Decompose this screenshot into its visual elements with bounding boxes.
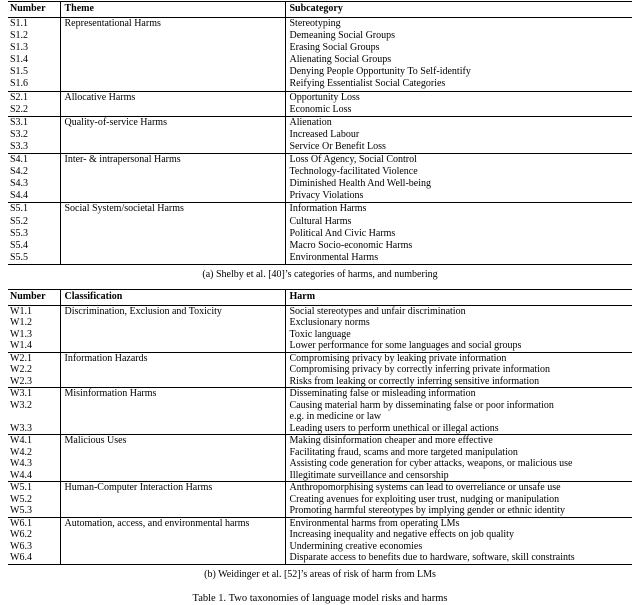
group-label-cell: Inter- & intrapersonal Harms — [60, 154, 285, 203]
number-cell: S1.6 — [10, 78, 29, 90]
detail-cell: Privacy Violations — [285, 190, 632, 203]
detail-cell: Lower performance for some languages and social groups — [285, 340, 632, 352]
column-header-number: Number — [8, 289, 60, 305]
number-cell: W6.4 — [10, 552, 32, 564]
detail-cell: Demeaning Social Groups — [285, 30, 632, 42]
number-cell: W4.3 — [10, 458, 32, 470]
number-cell: W3.3 — [10, 422, 32, 434]
detail-cell: Anthropomorphising systems can lead to overreliance or unsafe use — [285, 482, 632, 494]
detail-cell: Promoting harmful stereotypes by implying gender or ethnic identity — [285, 505, 632, 517]
table-b-header — [8, 289, 632, 305]
detail-cell: Macro Socio-economic Harms — [285, 240, 632, 252]
detail-cell: Stereotyping — [285, 18, 632, 31]
number-cell: S3.3 — [10, 140, 29, 152]
detail-cell: Opportunity Loss — [285, 91, 632, 104]
detail-cell: Cultural Harms — [285, 216, 632, 228]
detail-cell: Technology-facilitated Violence — [285, 166, 632, 178]
number-cell: S4.1 — [8, 154, 60, 167]
detail-cell: Alienation — [285, 116, 632, 129]
table-row — [8, 352, 632, 364]
shelby-harms-table — [8, 1, 632, 265]
number-cell: W1.4 — [10, 340, 32, 352]
table-row — [8, 18, 632, 31]
detail-cell: Denying People Opportunity To Self-identify — [285, 66, 632, 78]
table-row — [8, 517, 632, 529]
detail-cell: Service Or Benefit Loss — [285, 141, 632, 154]
number-cell: W6.2 — [10, 529, 32, 541]
number-cell: W3.2 — [10, 399, 32, 411]
detail-cell: Social stereotypes and unfair discrimination — [285, 305, 632, 317]
table-a-header — [8, 2, 632, 18]
detail-cell: Alienating Social Groups — [285, 54, 632, 66]
number-cell: W2.2 — [10, 364, 32, 376]
number-cell: S4.2 — [10, 166, 29, 178]
detail-cell: Assisting code generation for cyber attacks, weapons, or malicious use — [285, 458, 632, 470]
detail-cell: Compromising privacy by correctly inferring private information — [285, 364, 632, 376]
detail-cell: Information Harms — [285, 203, 632, 216]
group-label-cell: Human-Computer Interaction Harms — [60, 482, 285, 518]
detail-cell: Loss Of Agency, Social Control — [285, 154, 632, 167]
detail-cell: Diminished Health And Well-being — [285, 178, 632, 190]
table-1-caption: Table 1. Two taxonomies of language model risks and harms — [192, 592, 448, 604]
number-cell: W5.1 — [8, 482, 60, 494]
weidinger-risks-table — [8, 289, 632, 565]
number-cell: S1.1 — [8, 18, 60, 31]
detail-cell: Economic Loss — [285, 104, 632, 117]
detail-cell: Causing material harm by disseminating false or poor information — [285, 400, 632, 412]
number-cell: S4.3 — [10, 178, 29, 190]
number-cell: S3.1 — [8, 116, 60, 129]
detail-cell: Undermining creative economies — [285, 541, 632, 553]
number-cell: W4.4 — [10, 469, 32, 481]
number-cell: W6.3 — [10, 540, 32, 552]
number-cell: S1.5 — [10, 66, 29, 78]
table-row — [8, 482, 632, 494]
table-row — [8, 91, 632, 104]
detail-cell: Disseminating false or misleading information — [285, 388, 632, 400]
detail-cell: Disparate access to benefits due to hardware, software, skill constraints — [285, 552, 632, 564]
number-cell: S1.4 — [10, 54, 29, 66]
group-label-cell: Information Hazards — [60, 352, 285, 388]
header-row — [8, 289, 632, 305]
group-label-cell: Allocative Harms — [60, 91, 285, 116]
column-header-classification: Classification — [60, 289, 285, 305]
group-label-cell: Automation, access, and environmental harms — [60, 517, 285, 564]
detail-cell: Exclusionary norms — [285, 317, 632, 329]
number-cell — [8, 411, 60, 423]
detail-cell: Environmental harms from operating LMs — [285, 517, 632, 529]
table-a-caption: (a) Shelby et al. [40]’s categories of harms, and numbering — [202, 268, 438, 280]
column-header-theme: Theme — [60, 2, 285, 18]
detail-cell: Erasing Social Groups — [285, 42, 632, 54]
group-label-cell: Misinformation Harms — [60, 388, 285, 435]
table-row — [8, 116, 632, 129]
number-cell: S5.2 — [10, 215, 29, 227]
number-cell: W5.2 — [10, 493, 32, 505]
column-header-subcategory: Subcategory — [285, 2, 632, 18]
number-cell: W6.1 — [8, 517, 60, 529]
detail-cell: Illegitimate surveillance and censorship — [285, 470, 632, 482]
group-label-cell: Quality-of-service Harms — [60, 116, 285, 153]
detail-cell: Facilitating fraud, scams and more targeted manipulation — [285, 447, 632, 459]
detail-cell: Compromising privacy by leaking private information — [285, 352, 632, 364]
table-b-body — [8, 305, 632, 564]
number-cell: W2.1 — [8, 352, 60, 364]
table-row — [8, 203, 632, 216]
number-cell: W1.1 — [8, 305, 60, 317]
number-cell: S4.4 — [10, 190, 29, 202]
header-row — [8, 2, 632, 18]
detail-cell: Leading users to perform unethical or illegal actions — [285, 423, 632, 435]
group-label-cell: Representational Harms — [60, 18, 285, 92]
detail-cell: Environmental Harms — [285, 252, 632, 265]
table-a-body — [8, 18, 632, 265]
table-row — [8, 435, 632, 447]
number-cell: S2.2 — [10, 103, 29, 115]
number-cell: S1.3 — [10, 42, 29, 54]
detail-cell: Making disinformation cheaper and more effective — [285, 435, 632, 447]
detail-cell: e.g. in medicine or law — [285, 411, 632, 423]
detail-cell: Creating avenues for exploiting user trust, nudging or manipulation — [285, 494, 632, 506]
number-cell: W5.3 — [10, 505, 32, 517]
column-header-harm: Harm — [285, 289, 632, 305]
number-cell: W1.3 — [10, 328, 32, 340]
number-cell: W4.1 — [8, 435, 60, 447]
detail-cell: Toxic language — [285, 329, 632, 341]
group-label-cell: Social System/societal Harms — [60, 203, 285, 264]
table-b-caption: (b) Weidinger et al. [52]’s areas of risk of harm from LMs — [204, 568, 436, 580]
number-cell: S5.1 — [8, 203, 60, 216]
detail-cell: Increasing inequality and negative effects on job quality — [285, 529, 632, 541]
table-row — [8, 388, 632, 400]
number-cell: S3.2 — [10, 128, 29, 140]
group-label-cell: Discrimination, Exclusion and Toxicity — [60, 305, 285, 352]
number-cell: S2.1 — [8, 91, 60, 104]
column-header-number: Number — [8, 2, 60, 18]
detail-cell: Risks from leaking or correctly inferring sensitive information — [285, 376, 632, 388]
detail-cell: Increased Labour — [285, 129, 632, 141]
table-row — [8, 305, 632, 317]
detail-cell: Reifying Essentialist Social Categories — [285, 78, 632, 91]
number-cell: W2.3 — [10, 375, 32, 387]
number-cell: W3.1 — [8, 388, 60, 400]
number-cell: S5.3 — [10, 227, 29, 239]
number-cell: S5.5 — [10, 251, 29, 263]
table-row — [8, 154, 632, 167]
number-cell: S1.2 — [10, 30, 29, 42]
detail-cell: Political And Civic Harms — [285, 228, 632, 240]
number-cell: W1.2 — [10, 317, 32, 329]
number-cell: W4.2 — [10, 446, 32, 458]
group-label-cell: Malicious Uses — [60, 435, 285, 482]
number-cell: S5.4 — [10, 239, 29, 251]
